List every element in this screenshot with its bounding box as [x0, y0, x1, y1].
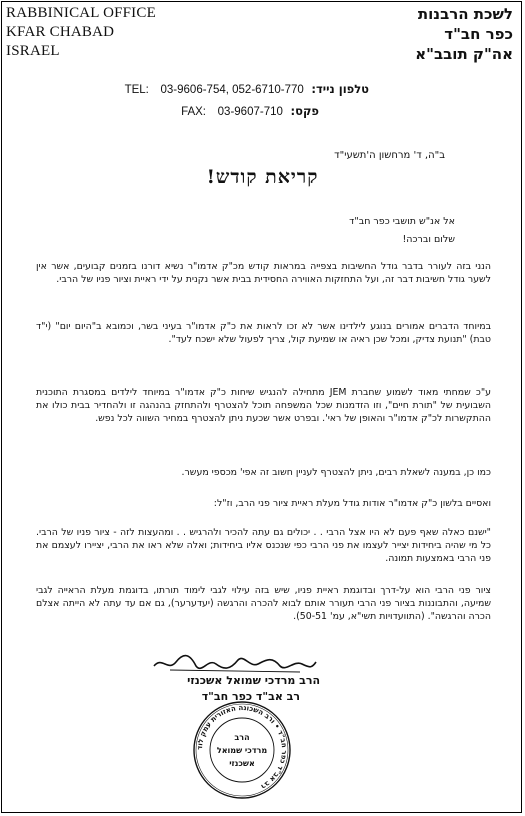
letterhead-he-line: אה"ק תובב"א [415, 45, 513, 63]
fax-label: פקס: [290, 104, 319, 118]
quote-paragraph: ציור פני הרבי הוא על-דרך ובדוגמת ראיית פניו, שיש בזה עילוי לגבי לימוד תורתו, בדוגמת מעלת הראייה לגבי שמיעה, והתבוננות בציור פני הרבי תעורר אותם לבוא להכרה והרגשה (יעדערער), גם אם עד עתה לא הייתה אצלם הכרה והרגשה". (התוועדויות תשי"א, עמ' 50-51). [36, 585, 491, 622]
phone-line [125, 82, 369, 96]
letterhead-hebrew [415, 4, 513, 64]
greeting: שלום וברכה! [402, 234, 455, 245]
signature-name: הרב מרדכי שמואל אשכנזי [187, 674, 320, 687]
letterhead-he-line: כפר חב"ד [444, 25, 513, 43]
signature-title: רב אב"ד כפר חב"ד [201, 690, 300, 703]
seal-inner-line: אשכנזי [229, 759, 255, 768]
letterhead-he-line: לשכת הרבנות [417, 5, 513, 23]
phone-label: טלפון נייד: [311, 82, 369, 96]
seal-inner-line: הרב [234, 733, 250, 742]
fax-line [181, 104, 319, 118]
letter-date: ב"ה, ד' מרחשון ה'תשעי"ד [334, 150, 445, 161]
letterhead-english [6, 4, 156, 61]
paragraph: כמו כן, במענה לשאלת רבים, ניתן להצטרף לעניין חשוב זה אפי' מכספי מעשר. [181, 467, 491, 478]
salutation: אל אנ"ש תושבי כפר חב"ד [349, 216, 455, 227]
paragraph: במיוחד הדברים אמורים בנוגע לילדינו אשר לא זכו לראות את כ"ק אדמו"ר בעיני בשר, וכמובא ב"היום יום" (י"ד טבת) "תנועת צדיק, ומכל שכן ראיה או שמיעת קול, צריך לפעול שלא ישכח לעד". [36, 321, 491, 345]
phone-label-en: TEL: [124, 84, 149, 96]
letterhead-en-line: ISRAEL [6, 43, 60, 59]
quote-paragraph: "ישנם כאלה שאף פעם לא היו אצל הרבי . . יכולים גם עתה להכיר ולהרגיש . . ומהעצות לזה - ציור פניו של הרבי. כל מי שהיה ביחידות יצייר לעצמו את פני הרבי כפי שנכנס אליו ביחידות; ואלה שלא ראו את הרבי, יציירו לעצמם את פני הרבי באמצעות תמונה. [36, 527, 491, 564]
fax-number: 03-9607-710 [217, 106, 283, 118]
rabbinical-seal [192, 700, 292, 800]
paragraph: ע"כ שמחתי מאוד לשמוע שחברת JEM מתחילה להנגיש שיחות כ"ק אדמו"ר במיוחד לילדים במסגרת התוכנית השבועית של "תורת חיים", וזו הזדמנות שכל המשפחה תוכל להצטרף ולהתחזק בהנהגה זו ולהחדיר בבית כולו את ההתקשרות לכ"ק אדמו"ר והאופן של ראי'. ובפרט אשר שכעת ניתן להצטרף במחיר השווה לכל נפש. [36, 387, 491, 424]
seal-outer-text: רב אב"ד כפר חב"ד • ורב השכונה האזורית עמק לוד [195, 703, 289, 791]
letterhead-en-line: KFAR CHABAD [6, 24, 115, 40]
paragraph: ואסיים בלשון כ"ק אדמו"ר אודות גודל מעלת ראיית ציור פני הרב, וז"ל: [213, 498, 491, 509]
fax-label-en: FAX: [181, 106, 206, 118]
seal-inner-line: מרדכי שמואל [216, 746, 268, 755]
handwritten-signature [150, 650, 320, 676]
letter-title: קריאת קודש! [206, 166, 319, 188]
letterhead-en-line: RABBINICAL OFFICE [6, 5, 156, 21]
phone-numbers: 052-6710-770 ,03-9606-754 [160, 84, 304, 96]
paragraph: הנני בזה לעורר בדבר גודל החשיבות בצפייה במראות קודש מכ"ק אדמו"ר נשיא דורנו בזמנים קבועים, אשר אין לשער גודל חשיבות דבר זה, ועל התחזקות האווירה החסידית בבית אשר נקנית על ידי ראיית וציור פניו של הרבי. [36, 261, 491, 285]
